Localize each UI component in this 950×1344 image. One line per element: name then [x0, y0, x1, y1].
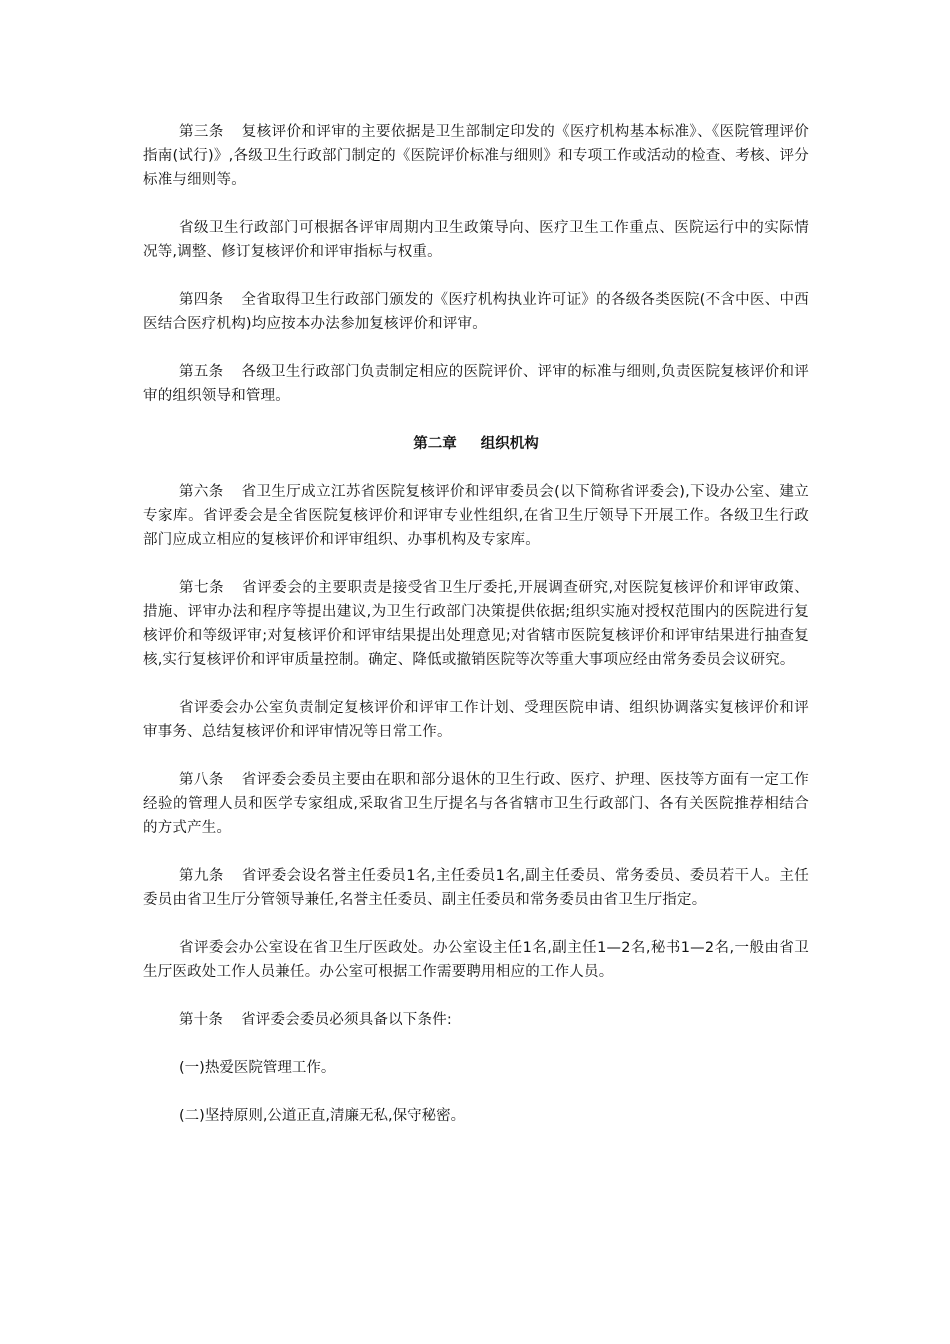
article-text: 省评委会设名誉主任委员1名,主任委员1名,副主任委员、常务委员、委员若干人。主任委员由省卫生厅分管领导兼任,名誉主任委员、副主任委员和常务委员由省卫生厅指定。	[143, 868, 809, 908]
article-number: 第八条	[179, 772, 224, 788]
article-text: 省评委会的主要职责是接受省卫生厅委托,开展调查研究,对医院复核评价和评审政策、措施、评审办法和程序等提出建议,为卫生行政部门决策提供依据;组织实施对授权范围内的医院进行复核评价和等级评审;对复核评价和评审结果提出处理意见;对省辖市医院复核评价和评审结果进行抽查复核,实行复核评价和评审质量控制。确定、降低或撤销医院等次等重大事项应经由常务委员会议研究。	[143, 580, 809, 668]
article-text: 省评委会办公室设在省卫生厅医政处。办公室设主任1名,副主任1—2名,秘书1—2名,一般由省卫生厅医政处工作人员兼任。办公室可根据工作需要聘用相应的工作人员。	[143, 940, 809, 980]
list-item: (一)热爱医院管理工作。	[179, 1060, 336, 1076]
article-6-paragraph	[143, 480, 809, 552]
article-10-paragraph	[143, 1008, 809, 1032]
article-number: 第七条	[179, 580, 225, 596]
article-text: 省评委会办公室负责制定复核评价和评审工作计划、受理医院申请、组织协调落实复核评价和评审事务、总结复核评价和评审情况等日常工作。	[143, 700, 809, 740]
article-number: 第三条	[179, 124, 224, 140]
article-7-subparagraph	[143, 696, 809, 744]
article-text: 全省取得卫生行政部门颁发的《医疗机构执业许可证》的各级各类医院(不含中医、中西医结合医疗机构)均应按本办法参加复核评价和评审。	[143, 292, 809, 332]
article-text: 各级卫生行政部门负责制定相应的医院评价、评审的标准与细则,负责医院复核评价和评审的组织领导和管理。	[143, 364, 809, 404]
article-text: 省卫生厅成立江苏省医院复核评价和评审委员会(以下简称省评委会),下设办公室、建立专家库。省评委会是全省医院复核评价和评审专业性组织,在省卫生厅领导下开展工作。各级卫生行政部门应成立相应的复核评价和评审组织、办事机构及专家库。	[143, 484, 809, 548]
chapter-number: 第二章	[413, 436, 457, 452]
document-page	[143, 120, 809, 1152]
article-number: 第五条	[179, 364, 224, 380]
article-text: 省级卫生行政部门可根据各评审周期内卫生政策导向、医疗卫生工作重点、医院运行中的实际情况等,调整、修订复核评价和评审指标与权重。	[143, 220, 809, 260]
article-3-paragraph	[143, 120, 809, 192]
chapter-heading	[143, 432, 809, 456]
article-text: 省评委会委员必须具备以下条件:	[241, 1012, 452, 1028]
chapter-title: 组织机构	[480, 436, 539, 452]
article-number: 第九条	[179, 868, 224, 884]
article-text: 省评委会委员主要由在职和部分退休的卫生行政、医疗、护理、医技等方面有一定工作经验的管理人员和医学专家组成,采取省卫生厅提名与各省辖市卫生行政部门、各有关医院推荐相结合的方式产生。	[143, 772, 809, 836]
article-3-subparagraph	[143, 216, 809, 264]
article-number: 第十条	[179, 1012, 224, 1028]
article-4-paragraph	[143, 288, 809, 336]
article-8-paragraph	[143, 768, 809, 840]
article-7-paragraph	[143, 576, 809, 672]
article-number: 第六条	[179, 484, 224, 500]
article-9-subparagraph	[143, 936, 809, 984]
list-item: (二)坚持原则,公道正直,清廉无私,保守秘密。	[179, 1108, 466, 1124]
article-5-paragraph	[143, 360, 809, 408]
article-9-paragraph	[143, 864, 809, 912]
article-number: 第四条	[179, 292, 224, 308]
article-text: 复核评价和评审的主要依据是卫生部制定印发的《医疗机构基本标准》、《医院管理评价指南(试行)》,各级卫生行政部门制定的《医院评价标准与细则》和专项工作或活动的检查、考核、评分标准与细则等。	[143, 124, 809, 188]
